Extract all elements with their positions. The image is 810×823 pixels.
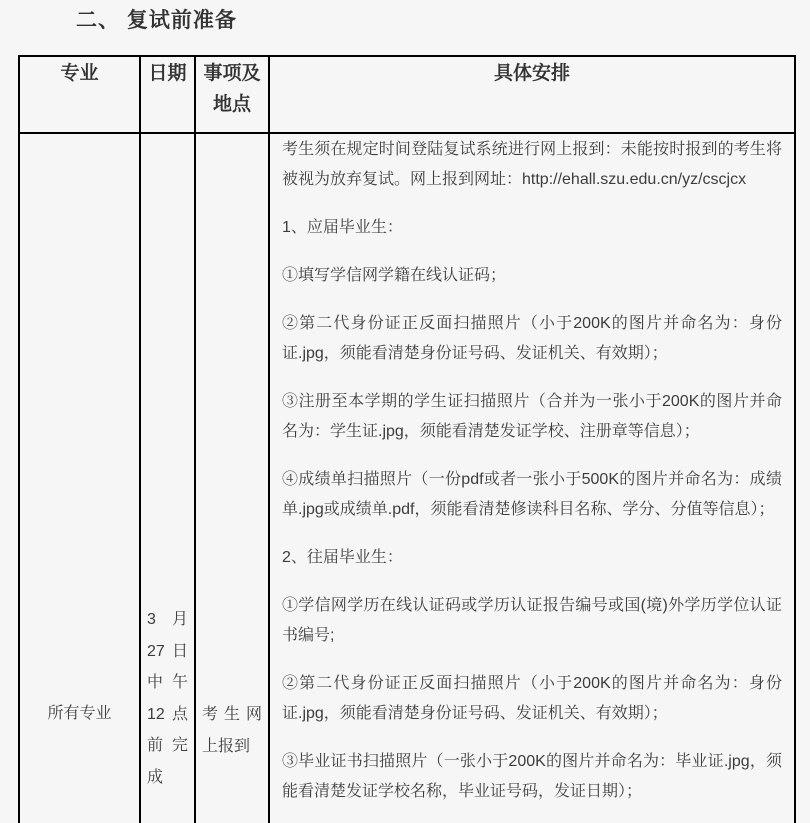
table-row (19, 133, 795, 823)
matter-location-cell: 考生网上报到 (195, 133, 269, 823)
header-row (19, 56, 795, 133)
arrangement-paragraph: ①学信网学历在线认证码或学历认证报告编号或国(境)外学历学位认证书编号; (282, 597, 782, 644)
arrangement-paragraph: ②第二代身份证正反面扫描照片（小于200K的图片并命名为：身份证.jpg，须能看清楚身份证号码、发证机关、有效期）； (282, 315, 782, 362)
arrangement-cell (269, 133, 795, 823)
section-title: 二、 复试前准备 (76, 9, 237, 32)
arrangement-paragraph: ④成绩单扫描照片（一份pdf或者一张小于500K的图片并命名为：成绩单.jpg或成绩单.pdf，须能看清楚修读科目名称、学分、分值等信息）； (282, 471, 782, 518)
column-header-matter-location: 事项及地点 (195, 56, 269, 133)
date-cell: 3月27日中午12点前完成 (140, 133, 195, 823)
arrangement-paragraph: ③毕业证书扫描照片（一张小于200K的图片并命名为：毕业证.jpg，须能看清楚发证学校名称，毕业证号码，发证日期）； (282, 753, 782, 800)
arrangement-paragraph: 1、应届毕业生： (282, 219, 403, 236)
arrangement-paragraph: ①填写学信网学籍在线认证码； (282, 267, 507, 284)
arrangement-paragraph: ②第二代身份证正反面扫描照片（小于200K的图片并命名为：身份证.jpg，须能看清楚身份证号码、发证机关、有效期）； (282, 675, 782, 722)
column-header-major: 专业 (19, 56, 140, 133)
preparation-table (18, 55, 796, 823)
arrangement-paragraph: 2、往届毕业生： (282, 549, 403, 566)
arrangement-paragraph: ③注册至本学期的学生证扫描照片（合并为一张小于200K的图片并命名为：学生证.jpg，须能看清楚发证学校、注册章等信息）； (282, 393, 782, 440)
major-cell: 所有专业 (19, 133, 140, 823)
column-header-date: 日期 (140, 56, 195, 133)
arrangement-paragraph: 考生须在规定时间登陆复试系统进行网上报到：未能按时报到的考生将被视为放弃复试。网上报到网址：http://ehall.szu.edu.cn/yz/cscjcx (282, 141, 782, 188)
column-header-arrangement: 具体安排 (269, 56, 795, 133)
